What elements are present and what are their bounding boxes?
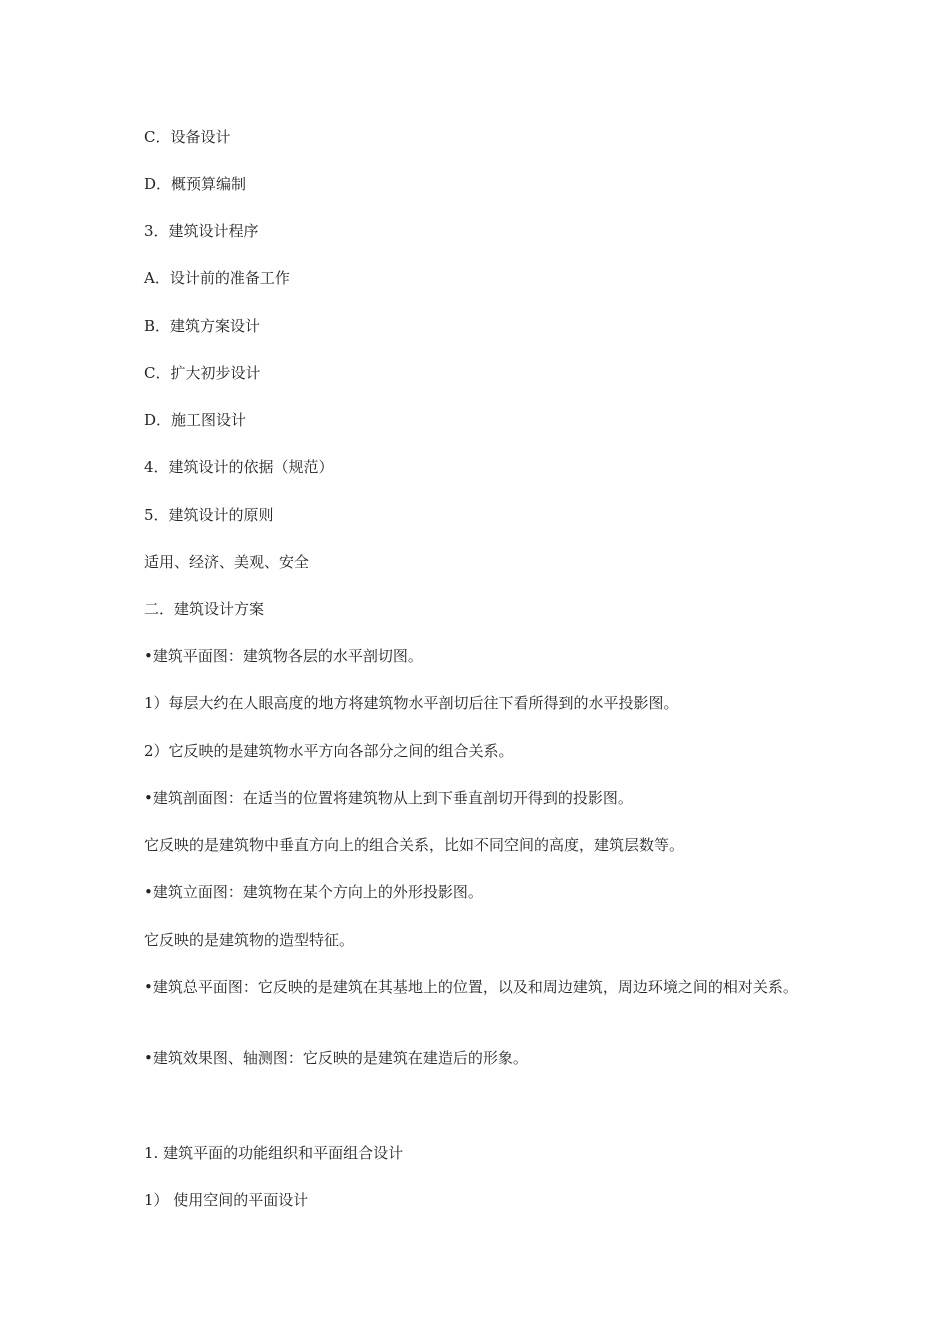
bullet-item: •建筑平面图：建筑物各层的水平剖切图。: [144, 647, 423, 665]
text-line: B．建筑方案设计: [144, 317, 261, 335]
text-line: 2）它反映的是建筑物水平方向各部分之间的组合关系。: [144, 742, 514, 760]
text-line: 适用、经济、美观、安全: [144, 553, 310, 571]
text-line: D．概预算编制: [144, 175, 247, 193]
text-line: 1） 使用空间的平面设计: [144, 1191, 309, 1209]
text-line: A．设计前的准备工作: [144, 269, 290, 287]
text-line: 5．建筑设计的原则: [144, 506, 274, 524]
bullet-item: •建筑总平面图：它反映的是建筑在其基地上的位置，以及和周边建筑，周边环境之间的相对关系。: [144, 978, 798, 996]
text-line: C．设备设计: [144, 128, 231, 146]
text-line: 4．建筑设计的依据（规范）: [144, 458, 334, 476]
text-line: 它反映的是建筑物的造型特征。: [144, 931, 355, 949]
subsection-heading: 1. 建筑平面的功能组织和平面组合设计: [144, 1144, 404, 1162]
bullet-item: •建筑剖面图：在适当的位置将建筑物从上到下垂直剖切开得到的投影图。: [144, 789, 633, 807]
text-line: 1）每层大约在人眼高度的地方将建筑物水平剖切后往下看所得到的水平投影图。: [144, 694, 679, 712]
text-line: 它反映的是建筑物中垂直方向上的组合关系，比如不同空间的高度，建筑层数等。: [144, 836, 685, 854]
text-line: 3．建筑设计程序: [144, 222, 259, 240]
text-line: D．施工图设计: [144, 411, 247, 429]
section-heading: 二．建筑设计方案: [144, 600, 265, 618]
bullet-item: •建筑立面图：建筑物在某个方向上的外形投影图。: [144, 883, 483, 901]
text-line: C．扩大初步设计: [144, 364, 261, 382]
bullet-item: •建筑效果图、轴测图：它反映的是建筑在建造后的形象。: [144, 1049, 528, 1067]
